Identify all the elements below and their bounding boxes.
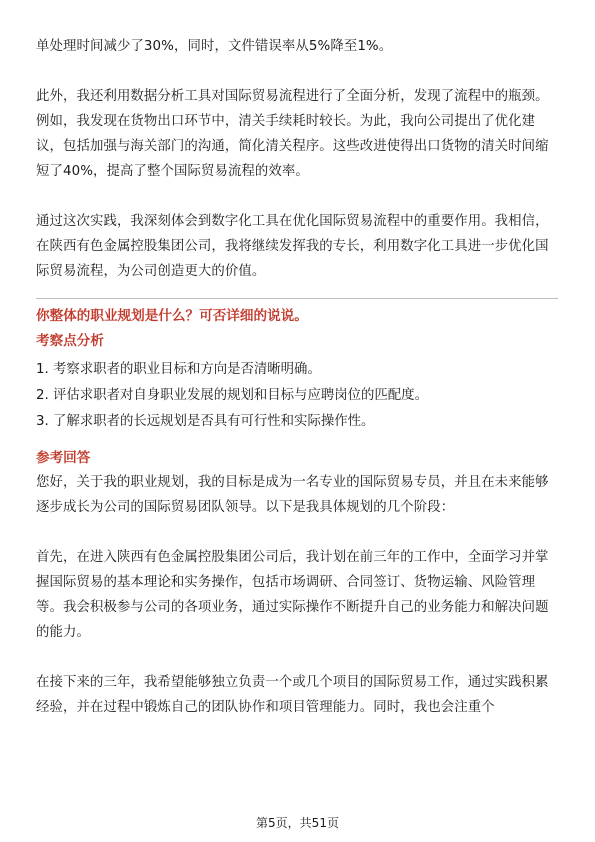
answer-paragraph-2: 首先，在进入陕西有色金属控股集团公司后，我计划在前三年的工作中，全面学习并掌握国际贸易的基本理论和实务操作，包括市场调研、合同签订、货物运输、风险管理等。我会积极参与公司的各项业务，通过实际操作不断提升自己的业务能力和解决问题的能力。 [36,550,549,640]
answer-label: 参考回答 [36,450,91,466]
answer-paragraph-3: 在接下来的三年，我希望能够独立负责一个或几个项目的国际贸易工作，通过实践积累经验，并在过程中锻炼自己的团队协作和项目管理能力。同时，我也会注重个 [36,675,549,715]
paragraph-practice-summary: 通过这次实践，我深刻体会到数字化工具在优化国际贸易流程中的重要作用。我相信，在陕西有色金属控股集团公司，我将继续发挥我的专长，利用数字化工具进一步优化国际贸易流程，为公司创造更大的价值。 [36,214,549,279]
answer-paragraph-1: 您好，关于我的职业规划，我的目标是成为一名专业的国际贸易专员，并且在未来能够逐步成长为公司的国际贸易团队领导。以下是我具体规划的几个阶段： [36,475,549,515]
list-item: 2. 评估求职者对自身职业发展的规划和目标与应聘岗位的匹配度。 [36,388,428,403]
paragraph-intro-tail: 单处理时间减少了30%，同时，文件错误率从5%降至1%。 [36,39,393,54]
list-item: 3. 了解求职者的长远规划是否具有可行性和实际操作性。 [36,414,375,429]
list-item: 1. 考察求职者的职业目标和方向是否清晰明确。 [36,362,321,377]
document-page [36,34,558,720]
question-title: 你整体的职业规划是什么？可否详细的说说。 [36,308,308,324]
analysis-label: 考察点分析 [36,333,104,349]
section-divider [36,298,558,299]
paragraph-data-analysis: 此外，我还利用数据分析工具对国际贸易流程进行了全面分析，发现了流程中的瓶颈。例如，我发现在货物出口环节中，清关手续耗时较长。为此，我向公司提出了优化建议，包括加强与海关部门的沟通，简化清关程序。这些改进使得出口货物的清关时间缩短了40%，提高了整个国际贸易流程的效率。 [36,89,549,179]
page-number: 第5页，共51页 [256,816,339,830]
analysis-list [36,357,558,435]
